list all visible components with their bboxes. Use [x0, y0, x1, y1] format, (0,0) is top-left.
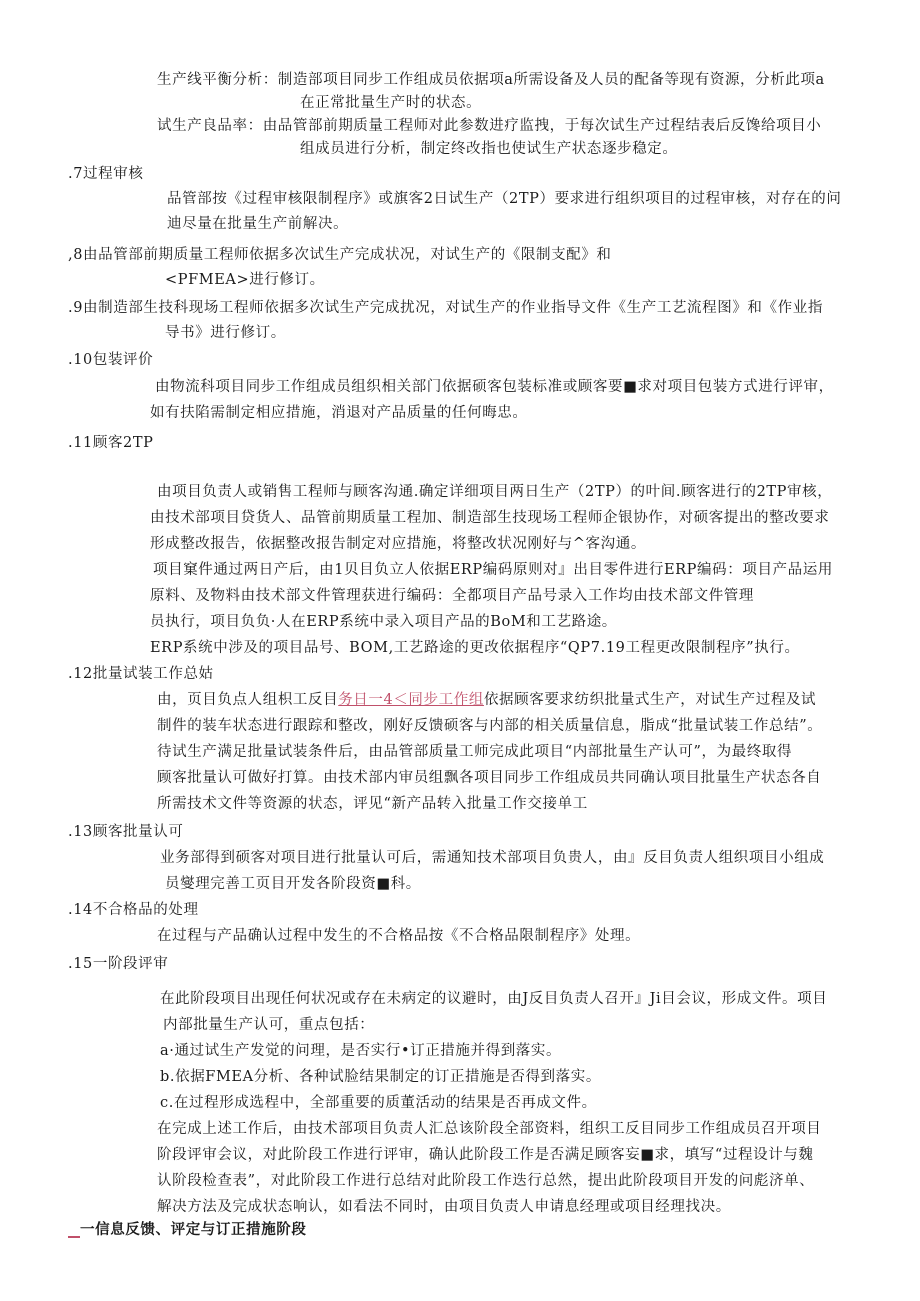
text-line: 在过程与产品确认过程中发生的不合格品按《不合格品限制程序》处理。 — [157, 928, 641, 944]
text-line: 所需技术文件等资源的状态，评见“新产品转入批量工作交接单工 — [157, 796, 588, 812]
text-line: 试生产良品率：由品管部前期质量工程师对此参数进疗监拽，于每次试生产过程结表后反馋给项目小 — [157, 118, 822, 134]
text-line: 形成整改报告，依据整改报告制定对应措施，将整改状况刚好与^客沟通。 — [150, 536, 646, 552]
text-line: 组成员进行分析，制定终改指也使试生产状态逐步稳定。 — [300, 141, 678, 157]
text-line: 生产线平衡分析：制造部项目同步工作组成员依据项a所需设备及人员的配备等现有资源，分析此项a — [157, 72, 825, 88]
section-heading: .10包装评价 — [68, 352, 154, 368]
footer-heading: 一信息反馈、评定与订正措施阶段 — [80, 1221, 307, 1238]
section-heading: .12批量试装工作总姑 — [68, 666, 214, 682]
text-line: 内部批量生产认可，重点包括： — [163, 1017, 375, 1033]
text-line: 阶段评审会议，对此阶段工作进行评审，确认此阶段工作是否满足顾客妄■求，填写“过程设计与魏 — [157, 1147, 814, 1163]
text-segment: 依据顾客要求纺织批量式生产，对试生产过程及试 — [483, 692, 817, 708]
text-line: 在此阶段项目出现任何状况或存在未病定的议避时，由J反目负责人召开』Ji目会议，形成文件。项目 — [160, 991, 828, 1007]
text-line: 顾客批量认可做好打算。由技术部内审员组飘各项目同步工作组成员共同确认项目批量生产状态各自 — [157, 770, 822, 786]
section-heading: .13顾客批量认可 — [68, 824, 184, 840]
underlined-segment: 务日一4＜同步工作组 — [338, 692, 484, 708]
text-line: 原料、及物料由技术部文件管理获进行编码：全都项目产品号录入工作均由技术部文件管理 — [150, 588, 754, 604]
text-line: 待试生产满足批量试装条件后，由品管部质量工师完成此项目“内部批量生产认可”，为最终取得 — [157, 744, 793, 760]
text-line: <PFMEA>进行修订。 — [165, 272, 325, 288]
footer-underline-mark — [68, 1236, 80, 1238]
text-line: 认阶段检查表”，对此阶段工作进行总结对此阶段工作迭行总然，提出此阶段项目开发的问彪济单、 — [157, 1173, 815, 1189]
text-line: 由物流科项目同步工作组成员组织相关部门依据硕客包装标准或顾客要■求对项目包装方式进行评审， — [155, 379, 834, 395]
text-segment: 由，页目负点人组枳工反目 — [157, 692, 339, 708]
text-line: 在完成上述工作后，由技术部项目负责人汇总该阶段全部资料，组织工反目同步工作组成员召开项目 — [157, 1121, 822, 1137]
text-line: 由项目负责人或销售工程师与顾客沟通.确定详细项目两日生产（2TP）的叶间.顾客进行的2TP审核， — [157, 484, 833, 500]
text-line-mixed — [157, 690, 816, 710]
text-line: 员燮理完善工页目开发各阶段资■科。 — [165, 876, 421, 892]
text-line: 业务部得到硕客对项目进行批量认可后，需通知技术部项目负贵人，由』反目负责人组织项目小组成 — [160, 850, 825, 866]
text-line: 由技术部项目贷货人、品管前期质量工程加、制造部生技现场工程师企银协作，对硕客提出的整改要求 — [150, 510, 830, 526]
section-heading: .9由制造部生技科现场工程师依据多次试生产完成扰况，对试生产的作业指导文件《生产工艺流程图》和《作业指 — [68, 300, 823, 316]
section-heading: .11顾客2TP — [68, 435, 154, 451]
text-line: 如有扶陷需制定相应措施，消退对产品质量的任何晦忠。 — [150, 405, 528, 421]
list-item: c.在过程形成选程中，全部重要的质董活动的结果是否再成文件。 — [160, 1095, 597, 1111]
section-heading: ,8由品管部前期质量工程师依据多次试生产完成状况，对试生产的《限制支配》和 — [68, 247, 612, 263]
section-heading: .15一阶段评审 — [68, 956, 169, 972]
text-line: 解决方法及完成状态响认，如看法不同时，由项目负责人申请息经理或项目经理找决。 — [157, 1199, 731, 1215]
text-line: 员执行，项目负负·人在ERP系统中录入项目产品的BoM和工艺路途。 — [150, 614, 617, 630]
text-line: 项目窠件通过两日产后，由1贝目负立人依据ERP编码原则对』出目零件进行ERP编码：项目产品运用 — [153, 562, 833, 578]
text-line: 迪尽量在批量生产前解决。 — [167, 216, 349, 232]
text-line: ERP系统中涉及的项目品号、BOM,工艺路途的更改依据程序“QP7.19工程更改限制程序”执行。 — [150, 640, 800, 656]
text-line: 品管部按《过程审核限制程序》或旗客2日试生产（2TP）要求进行组织项目的过程审核，对存在的问 — [167, 191, 842, 207]
section-heading: .7过程审核 — [68, 166, 144, 182]
section-heading: .14不合格品的处理 — [68, 902, 199, 918]
list-item: b.依据FMEA分析、各种试脸结果制定的订正措施是否得到落实。 — [160, 1069, 601, 1085]
text-line: 制件的装车状态进行跟踪和整改，刚好反馈硕客与内部的相关质量信息，脂成“批量试装工作总结”。 — [157, 718, 823, 734]
text-line: 导书》进行修订。 — [165, 325, 286, 341]
text-line: 在正常批量生产时的状态。 — [300, 95, 482, 111]
list-item: a·通过试生产发觉的问理，是否实行•订正措施并得到落实。 — [160, 1043, 562, 1059]
